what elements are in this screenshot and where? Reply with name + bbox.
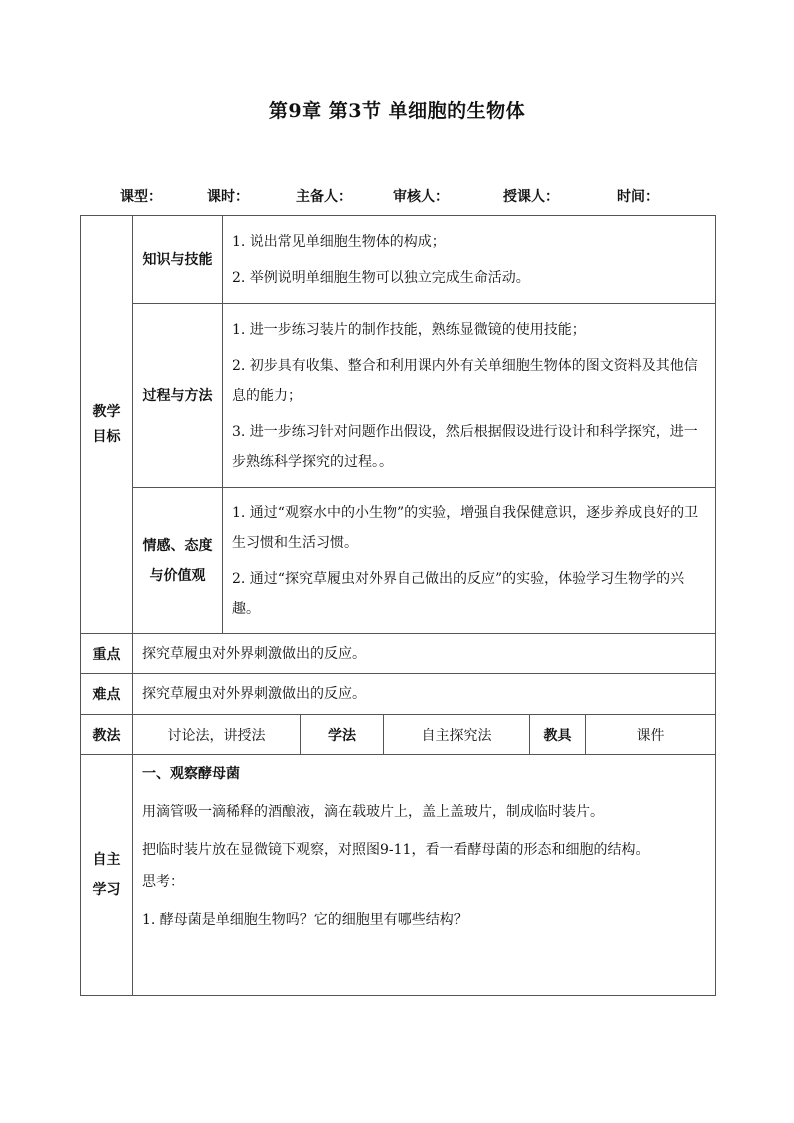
process-content [223,304,716,488]
objectives-label-cell [81,216,133,634]
difficulty-value: 探究草履虫对外界刺激做出的反应。 [133,674,716,715]
methods-row [81,715,716,755]
class-hours-label: 课时： [207,189,249,205]
key-point-value: 探究草履虫对外界刺激做出的反应。 [133,634,716,674]
learning-method-label: 学法 [301,715,384,755]
knowledge-item: 1. 说出常见单细胞生物体的构成； [232,233,446,250]
teaching-tool-label: 教具 [530,715,586,755]
knowledge-content [223,216,716,304]
key-point-label: 重点 [81,634,133,674]
time-label: 时间： [617,189,659,205]
self-study-label-cell [81,755,133,996]
difficulty-label: 难点 [81,674,133,715]
process-item: 2. 初步具有收集、整合和利用课内外有关单细胞生物体的图文资料及其他信息的能力； [232,357,698,404]
objective-emotion-row [81,488,716,634]
self-study-paragraph: 思考： [142,874,184,890]
emotion-item: 1. 通过“观察水中的小生物”的实验，增强自我保健意识，逐步养成良好的卫生习惯和生活习惯。 [232,504,699,551]
emotion-content [223,488,716,634]
self-study-paragraph: 把临时装片放在显微镜下观察，对照图9-11，看一看酵母菌的形态和细胞的结构。 [142,842,650,858]
process-item: 1. 进一步练习装片的制作技能，熟练显微镜的使用技能； [232,321,586,338]
teaching-method-label: 教法 [81,715,133,755]
reviewer-label: 审核人： [393,189,449,205]
self-study-row [81,755,716,996]
teaching-method-value: 讨论法，讲授法 [133,715,301,755]
self-study-heading: 一、观察酵母菌 [142,766,240,782]
lesson-plan-table [80,215,716,996]
teacher-label: 授课人： [503,189,559,205]
process-item: 3. 进一步练习针对问题作出假设，然后根据假设进行设计和科学探究，进一步熟练科学探究的过程。。 [232,423,698,470]
process-label-cell [133,304,223,488]
self-study-paragraph: 用滴管吸一滴稀释的酒酿液，滴在载玻片上，盖上盖玻片，制成临时装片。 [142,804,604,820]
teaching-tool-value: 课件 [586,715,716,755]
knowledge-item: 2. 举例说明单细胞生物可以独立完成生命活动。 [232,269,530,286]
self-study-label: 自主学习 [92,852,121,898]
objectives-label: 教学目标 [92,403,121,445]
preparer-label: 主备人： [296,189,352,205]
difficulty-row [81,674,716,715]
learning-method-value: 自主探究法 [384,715,530,755]
self-study-question: 1. 酵母菌是单细胞生物吗？它的细胞里有哪些结构？ [142,912,468,928]
emotion-values-label: 情感、态度与价值观 [142,537,213,584]
emotion-label-cell [133,488,223,634]
objective-knowledge-row [81,216,716,304]
self-study-content [133,755,716,996]
emotion-item: 2. 通过“探究草履虫对外界自己做出的反应”的实验，体验学习生物学的兴趣。 [232,570,685,617]
course-type-label: 课型： [120,189,162,205]
process-methods-label: 过程与方法 [142,387,213,404]
page-title: 第9章 第3节 单细胞的生物体 [268,100,526,122]
objective-process-row [81,304,716,488]
knowledge-skills-label: 知识与技能 [142,251,213,268]
key-point-row [81,634,716,674]
knowledge-label-cell [133,216,223,304]
